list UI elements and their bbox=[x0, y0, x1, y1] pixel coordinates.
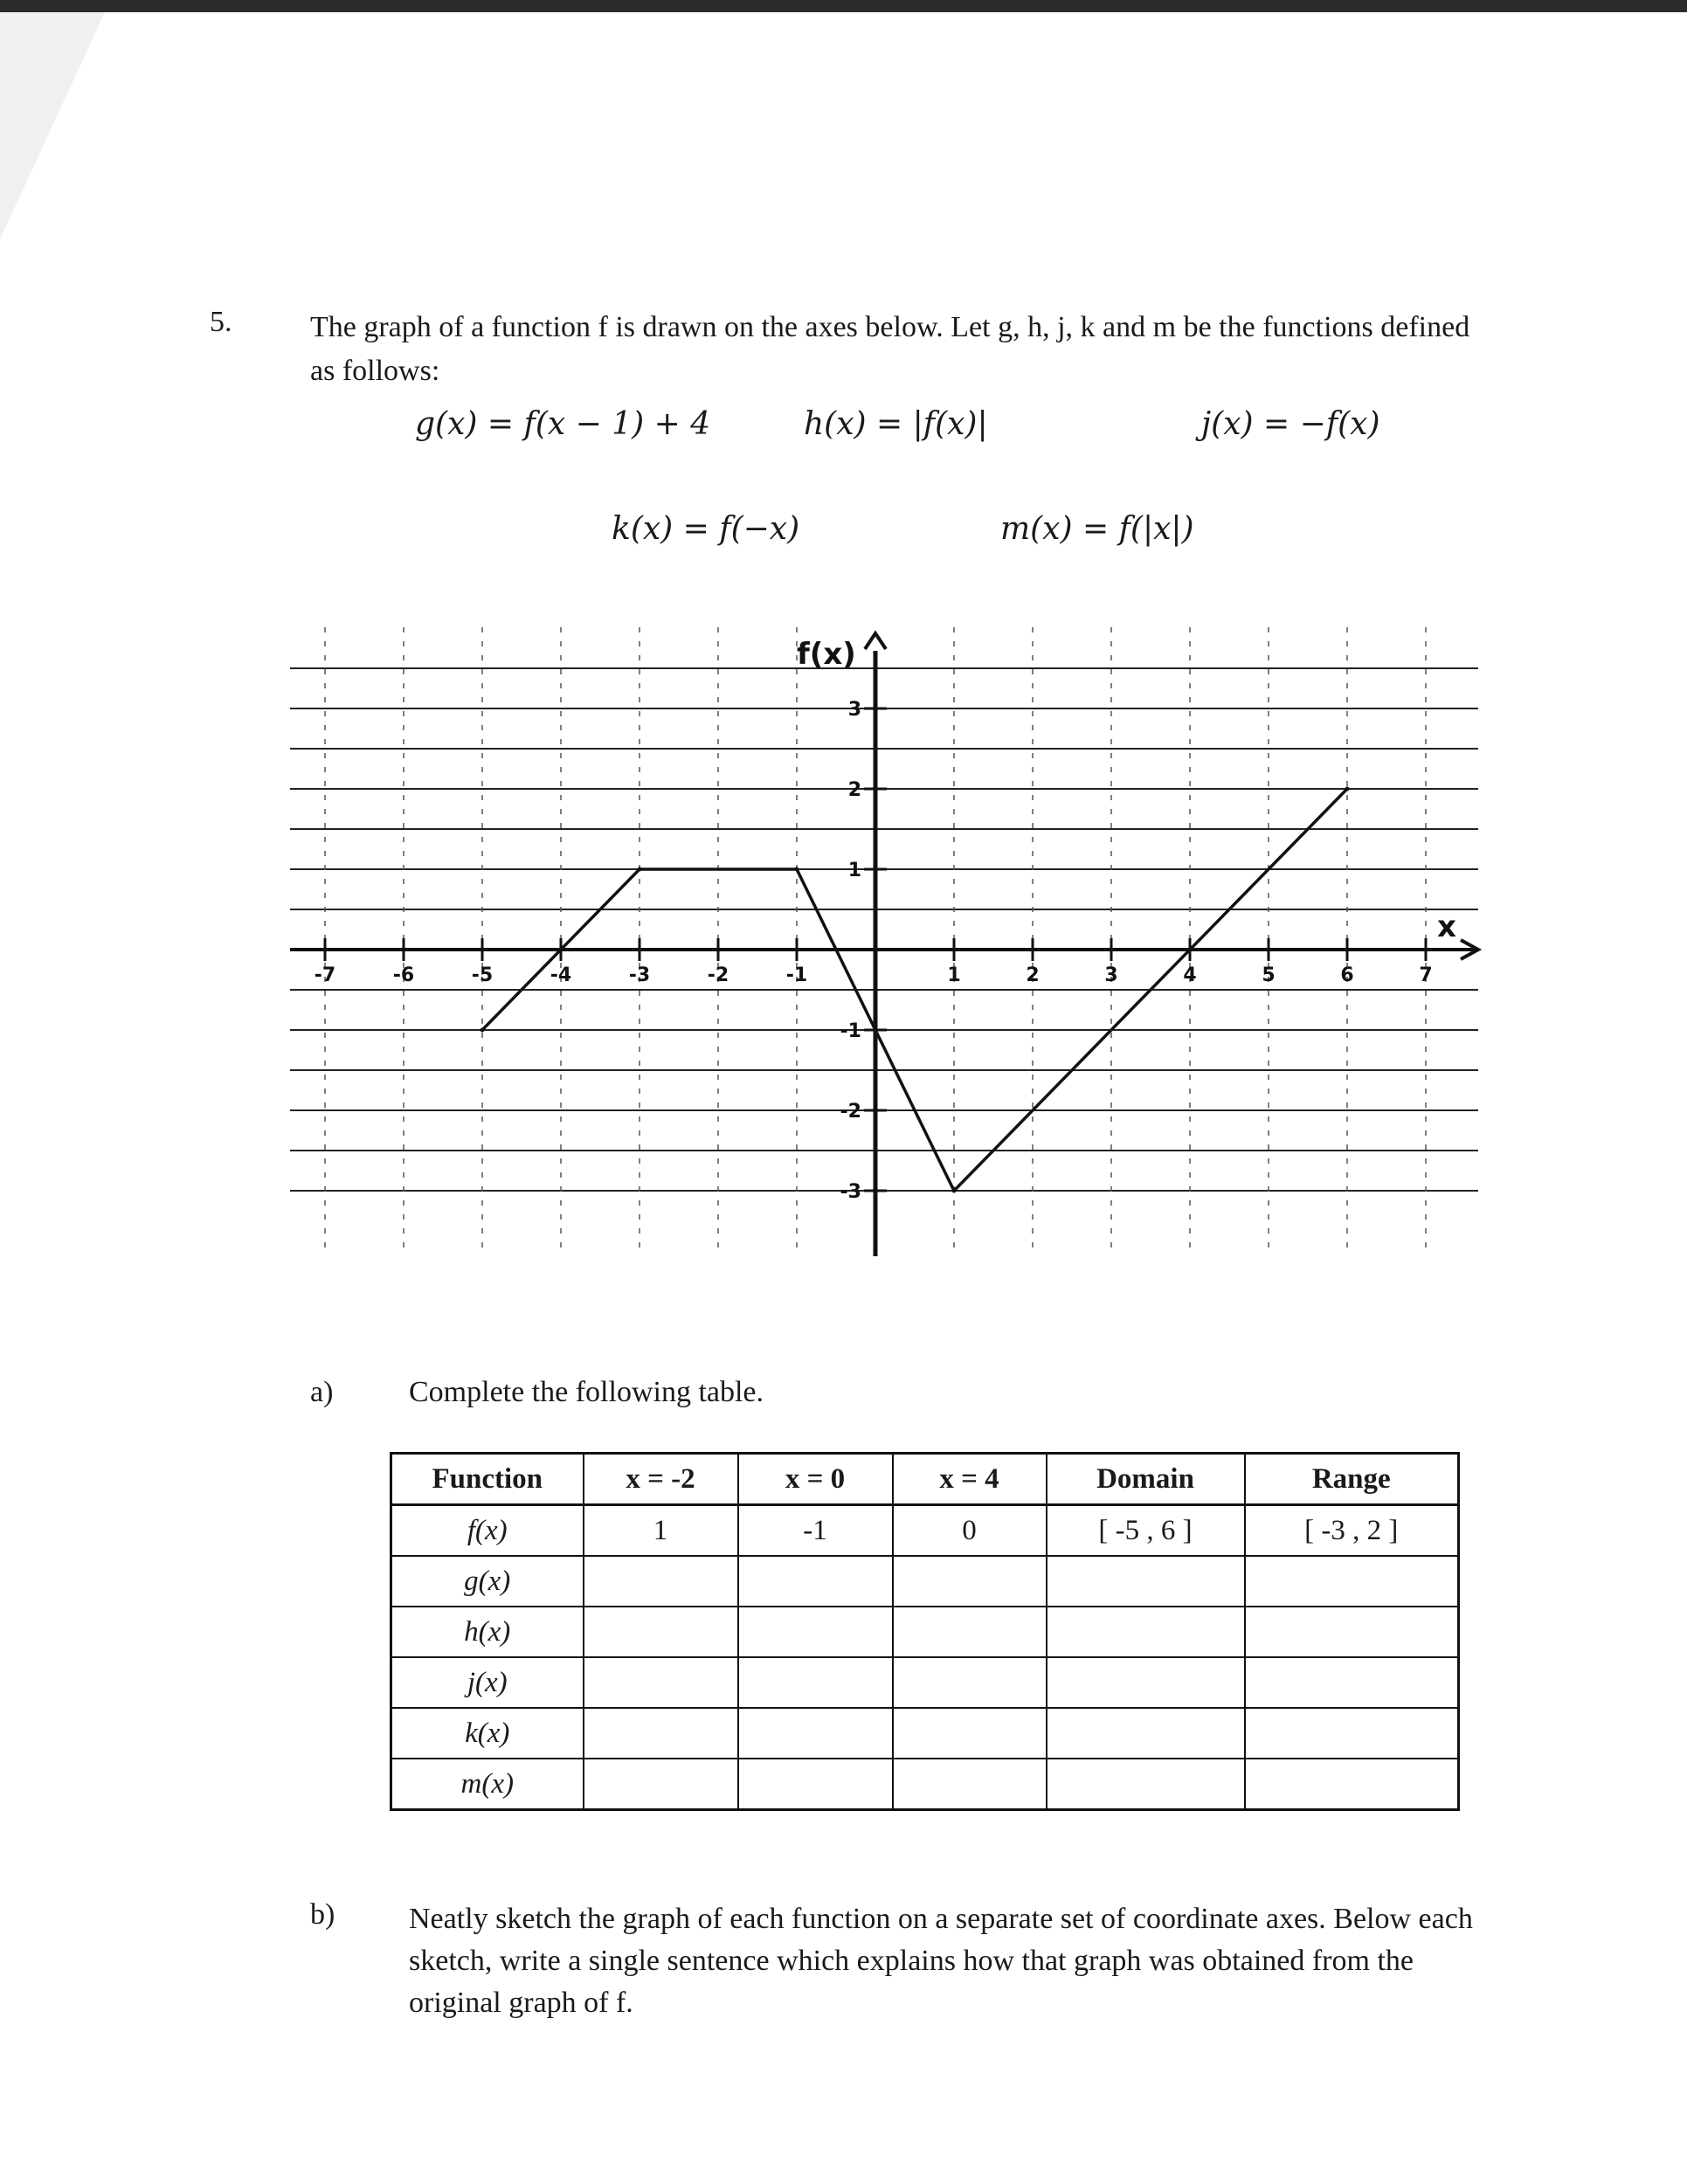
x-tick-label: -4 bbox=[550, 964, 572, 986]
table-header: Domain bbox=[1047, 1454, 1245, 1505]
table-cell[interactable] bbox=[1047, 1556, 1245, 1607]
table-header: Function bbox=[391, 1454, 584, 1505]
x-axis-label: x bbox=[1437, 909, 1456, 944]
table-cell[interactable] bbox=[584, 1708, 738, 1759]
x-tick-label: -7 bbox=[314, 964, 336, 986]
table-row bbox=[391, 1657, 1459, 1708]
answer-table bbox=[390, 1452, 1460, 1811]
table-cell[interactable]: 1 bbox=[584, 1505, 738, 1557]
definition-k: k(x) = f(−x) bbox=[612, 511, 800, 547]
table-header: Range bbox=[1245, 1454, 1459, 1505]
x-tick-label: 3 bbox=[1104, 964, 1118, 986]
table-cell[interactable] bbox=[738, 1708, 893, 1759]
y-tick-label: 3 bbox=[847, 699, 861, 721]
table-header: x = -2 bbox=[584, 1454, 738, 1505]
function-f-vertex bbox=[874, 1028, 878, 1033]
question-number: 5. bbox=[210, 306, 232, 338]
part-a-instruction: Complete the following table. bbox=[409, 1376, 764, 1408]
table-cell[interactable] bbox=[584, 1607, 738, 1657]
table-cell[interactable] bbox=[1245, 1708, 1459, 1759]
table-cell[interactable] bbox=[584, 1657, 738, 1708]
function-f-vertex bbox=[952, 1189, 957, 1193]
definition-j: j(x) = −f(x) bbox=[1201, 406, 1380, 442]
table-cell[interactable] bbox=[1245, 1556, 1459, 1607]
x-tick-label: 7 bbox=[1419, 964, 1433, 986]
definition-g: g(x) = f(x − 1) + 4 bbox=[415, 406, 711, 442]
table-cell[interactable] bbox=[893, 1607, 1047, 1657]
y-tick-label: 1 bbox=[847, 860, 861, 881]
graph-axes bbox=[290, 633, 1478, 1256]
y-tick-label: 2 bbox=[847, 779, 861, 801]
x-tick-label: -1 bbox=[785, 964, 808, 986]
x-tick-label: -3 bbox=[628, 964, 651, 986]
table-header: x = 4 bbox=[893, 1454, 1047, 1505]
y-axis-label: f(x) bbox=[797, 637, 856, 672]
table-function-name: k(x) bbox=[391, 1708, 584, 1759]
table-header: x = 0 bbox=[738, 1454, 893, 1505]
y-axis-arrow bbox=[865, 633, 886, 649]
table-row bbox=[391, 1607, 1459, 1657]
table-cell[interactable]: [ -3 , 2 ] bbox=[1245, 1505, 1459, 1557]
x-tick-label: 5 bbox=[1262, 964, 1276, 986]
table-cell[interactable] bbox=[738, 1556, 893, 1607]
function-f-vertex bbox=[1345, 787, 1350, 791]
table-function-name: m(x) bbox=[391, 1759, 584, 1810]
x-tick-label: -2 bbox=[707, 964, 729, 986]
function-f-vertex bbox=[481, 1028, 485, 1033]
table-cell[interactable] bbox=[1047, 1759, 1245, 1810]
y-tick-label: -2 bbox=[840, 1101, 861, 1123]
x-tick-label: -5 bbox=[471, 964, 494, 986]
table-cell[interactable]: [ -5 , 6 ] bbox=[1047, 1505, 1245, 1557]
function-f-vertex bbox=[795, 867, 799, 872]
table-cell[interactable] bbox=[738, 1759, 893, 1810]
table-cell[interactable]: 0 bbox=[893, 1505, 1047, 1557]
table-cell[interactable] bbox=[584, 1556, 738, 1607]
part-b-label: b) bbox=[310, 1898, 335, 1931]
table-function-name: j(x) bbox=[391, 1657, 584, 1708]
table-row bbox=[391, 1556, 1459, 1607]
table-header-row bbox=[391, 1454, 1459, 1505]
y-tick-label: -3 bbox=[840, 1181, 861, 1203]
table-row bbox=[391, 1759, 1459, 1810]
table-cell[interactable] bbox=[1245, 1759, 1459, 1810]
table-cell[interactable] bbox=[738, 1657, 893, 1708]
table-cell[interactable] bbox=[1245, 1607, 1459, 1657]
graph-grid bbox=[290, 627, 1478, 1249]
x-tick-label: -6 bbox=[392, 964, 415, 986]
part-b-instruction: Neatly sketch the graph of each function on a separate set of coordinate axes. Below each sketch, write a single sentence which explains how that graph was obtained from the original graph of f. bbox=[409, 1903, 1473, 2019]
part-a-label: a) bbox=[310, 1376, 334, 1408]
table-row bbox=[391, 1505, 1459, 1557]
table-row bbox=[391, 1708, 1459, 1759]
table-cell[interactable] bbox=[1245, 1657, 1459, 1708]
table-cell[interactable] bbox=[584, 1759, 738, 1810]
table-cell[interactable] bbox=[893, 1708, 1047, 1759]
x-tick-label: 1 bbox=[947, 964, 961, 986]
question-intro: The graph of a function f is drawn on the axes below. Let g, h, j, k and m be the functions defined as follows: bbox=[310, 311, 1470, 387]
x-tick-label: 2 bbox=[1026, 964, 1040, 986]
table-cell[interactable] bbox=[1047, 1708, 1245, 1759]
table-cell[interactable]: -1 bbox=[738, 1505, 893, 1557]
definition-h: h(x) = |f(x)| bbox=[804, 406, 988, 442]
table-cell[interactable] bbox=[893, 1657, 1047, 1708]
x-tick-label: 4 bbox=[1183, 964, 1197, 986]
table-cell[interactable] bbox=[1047, 1607, 1245, 1657]
table-function-name: h(x) bbox=[391, 1607, 584, 1657]
definition-m: m(x) = f(|x|) bbox=[1000, 511, 1194, 547]
function-f-vertex bbox=[638, 867, 642, 872]
table-function-name: f(x) bbox=[391, 1505, 584, 1557]
x-tick-label: 6 bbox=[1340, 964, 1354, 986]
table-cell[interactable] bbox=[893, 1556, 1047, 1607]
table-cell[interactable] bbox=[893, 1759, 1047, 1810]
graph-tick-labels bbox=[315, 637, 1456, 1203]
table-cell[interactable] bbox=[1047, 1657, 1245, 1708]
table-cell[interactable] bbox=[738, 1607, 893, 1657]
y-tick-label: -1 bbox=[840, 1020, 861, 1042]
table-function-name: g(x) bbox=[391, 1556, 584, 1607]
